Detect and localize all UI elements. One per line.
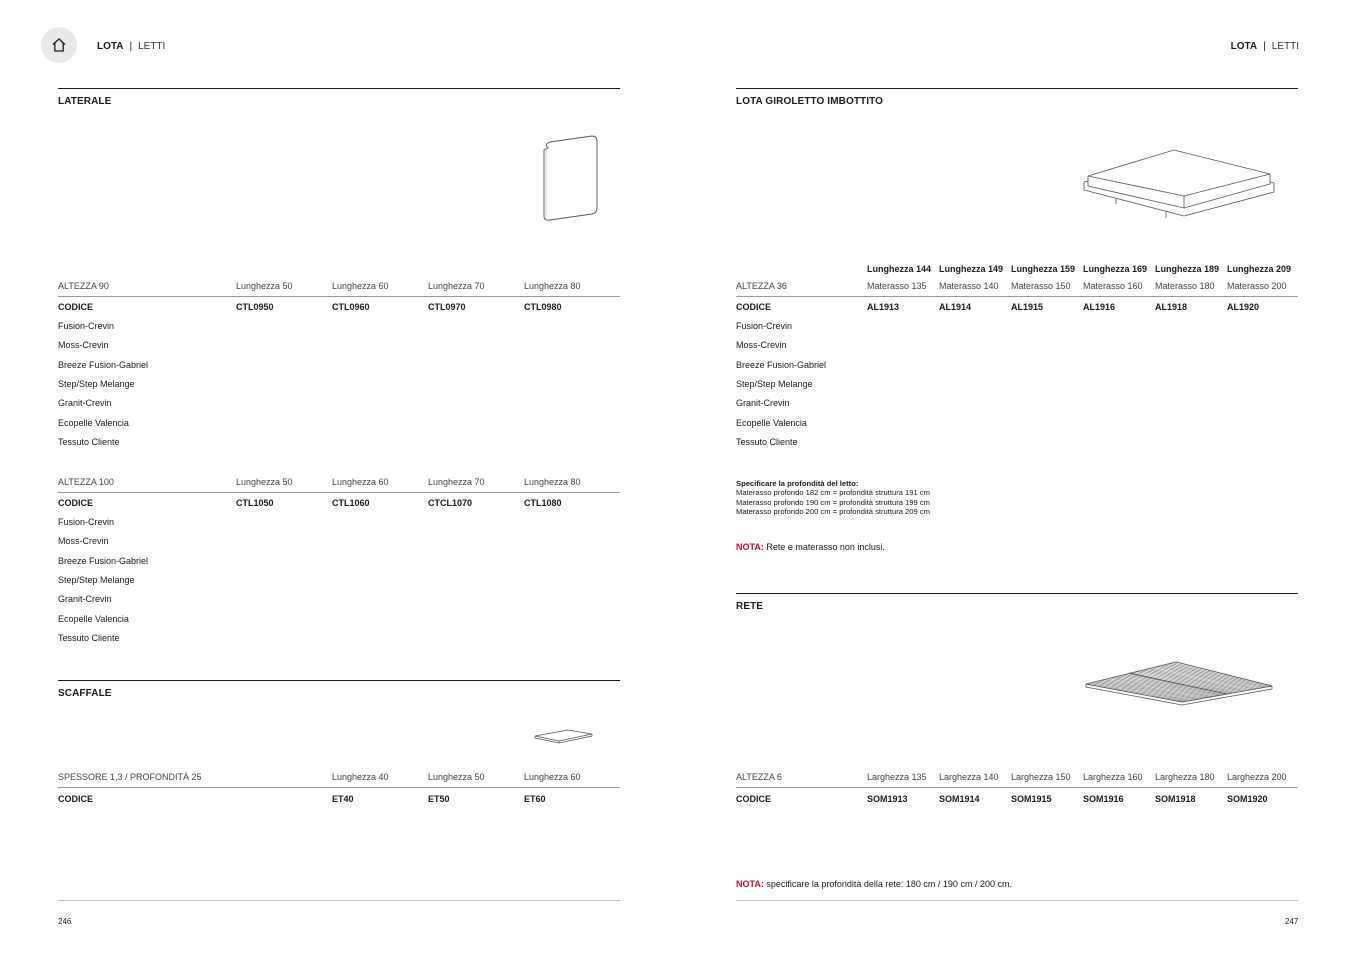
breadcrumb-brand: LOTA — [97, 41, 124, 52]
column-subheader: Materasso 200 — [1227, 281, 1287, 291]
section-title-laterale: LATERALE — [58, 96, 112, 107]
column-header: Lunghezza 60 — [332, 477, 389, 487]
column-header: Lunghezza 80 — [524, 477, 581, 487]
product-code: AL1914 — [939, 302, 972, 312]
breadcrumb-separator: | — [1263, 41, 1266, 52]
material-row: Granit-Crevin — [58, 594, 112, 605]
column-header: Larghezza 200 — [1227, 772, 1287, 782]
product-code: AL1918 — [1155, 302, 1188, 312]
slatted-base-drawing-icon — [1080, 656, 1276, 706]
spec-line: Materasso profondo 190 cm = profondità struttura 199 cm — [736, 498, 930, 507]
material-row: Ecopelle Valencia — [736, 417, 807, 428]
material-row: Fusion-Crevin — [58, 517, 115, 527]
product-code: ET60 — [524, 794, 546, 804]
code-label: CODICE — [58, 794, 94, 804]
column-header: Lunghezza 159 — [1011, 264, 1076, 274]
section-rule — [58, 680, 620, 681]
column-header: Lunghezza 50 — [428, 772, 485, 782]
column-header: Lunghezza 60 — [332, 281, 389, 291]
product-code: CTL1080 — [524, 498, 562, 508]
material-row: Breeze Fusion-Gabriel — [58, 359, 149, 370]
material-row: Fusion-Crevin — [736, 321, 793, 331]
material-row: Step/Step Melange — [58, 574, 135, 585]
product-code: CTCL1070 — [428, 498, 473, 508]
spec-title: Specificare la profondità del letto: — [736, 479, 859, 488]
section-rule — [736, 593, 1298, 594]
material-row: Breeze Fusion-Gabriel — [58, 555, 149, 566]
code-label: CODICE — [58, 498, 94, 508]
table-height-label: ALTEZZA 100 — [58, 477, 114, 487]
code-label: CODICE — [736, 794, 772, 804]
product-code: SOM1918 — [1155, 794, 1196, 804]
material-row: Ecopelle Valencia — [58, 613, 129, 624]
material-row: Breeze Fusion-Gabriel — [736, 359, 827, 370]
breadcrumb-right — [1231, 41, 1299, 52]
footer-rule — [736, 900, 1298, 901]
product-code: CTL0950 — [236, 302, 274, 312]
column-header: Lunghezza 50 — [236, 281, 293, 291]
product-code: ET40 — [332, 794, 354, 804]
material-row: Step/Step Melange — [58, 378, 135, 389]
column-subheader: Materasso 160 — [1083, 281, 1143, 291]
spec-line: Materasso profondo 200 cm = profondità struttura 209 cm — [736, 507, 930, 516]
table-rule — [736, 296, 1298, 297]
column-header: Lunghezza 70 — [428, 281, 485, 291]
product-code: SOM1920 — [1227, 794, 1268, 804]
column-header: Larghezza 180 — [1155, 772, 1215, 782]
material-row: Moss-Crevin — [736, 340, 787, 351]
section-title-scaffale: SCAFFALE — [58, 688, 112, 699]
product-code: CTL0970 — [428, 302, 466, 312]
material-row: Fusion-Crevin — [58, 321, 115, 331]
home-icon — [51, 37, 67, 53]
column-header: Lunghezza 80 — [524, 281, 581, 291]
section-rule — [736, 88, 1298, 89]
rete-label: ALTEZZA 6 — [736, 772, 782, 782]
panel-drawing-icon — [540, 134, 600, 224]
column-header: Lunghezza 209 — [1227, 264, 1292, 274]
table-rule — [58, 296, 620, 297]
column-header: Lunghezza 40 — [332, 772, 389, 782]
column-header: Larghezza 135 — [867, 772, 927, 782]
section-title-giroletto: LOTA GIROLETTO IMBOTTITO — [736, 96, 884, 107]
product-code: ET50 — [428, 794, 450, 804]
column-subheader: Materasso 180 — [1155, 281, 1215, 291]
material-row: Tessuto Cliente — [58, 436, 120, 447]
nota-label: NOTA: — [736, 542, 764, 552]
material-row: Granit-Crevin — [736, 398, 790, 409]
table-rule — [58, 787, 620, 788]
nota-text: Rete e materasso non inclusi. — [763, 542, 885, 552]
column-header: Lunghezza 50 — [236, 477, 293, 487]
product-code: CTL1060 — [332, 498, 370, 508]
nota-giroletto — [736, 542, 885, 552]
home-button[interactable] — [41, 27, 77, 63]
product-code: SOM1915 — [1011, 794, 1052, 804]
table-rule — [736, 787, 1298, 788]
column-header: Larghezza 150 — [1011, 772, 1071, 782]
product-code: AL1915 — [1011, 302, 1044, 312]
product-code: AL1913 — [867, 302, 900, 312]
bed-frame-drawing-icon — [1080, 146, 1276, 226]
column-header: Lunghezza 60 — [524, 772, 581, 782]
column-header: Lunghezza 169 — [1083, 264, 1148, 274]
material-row: Granit-Crevin — [58, 398, 112, 409]
spec-line: Materasso profondo 182 cm = profondità struttura 191 cm — [736, 488, 930, 497]
code-label: CODICE — [736, 302, 772, 312]
section-rule — [58, 88, 620, 89]
code-label: CODICE — [58, 302, 94, 312]
material-row: Ecopelle Valencia — [58, 417, 129, 428]
column-subheader: Materasso 140 — [939, 281, 999, 291]
material-row: Tessuto Cliente — [736, 436, 798, 447]
column-subheader: Materasso 135 — [867, 281, 927, 291]
product-code: CTL0980 — [524, 302, 562, 312]
breadcrumb-section: LETTI — [1271, 41, 1299, 52]
table-rule — [58, 492, 620, 493]
giroletto-label: ALTEZZA 36 — [736, 281, 787, 291]
column-header: Lunghezza 189 — [1155, 264, 1220, 274]
product-code: CTL0960 — [332, 302, 370, 312]
nota-rete — [736, 879, 1012, 889]
column-header: Lunghezza 70 — [428, 477, 485, 487]
nota-label: NOTA: — [736, 879, 764, 889]
product-code: SOM1913 — [867, 794, 908, 804]
column-header: Lunghezza 149 — [939, 264, 1004, 274]
product-code: CTL1050 — [236, 498, 274, 508]
page-number-left: 246 — [58, 917, 72, 926]
scaffale-label: SPESSORE 1,3 / PROFONDITÀ 25 — [58, 772, 202, 782]
material-row: Tessuto Cliente — [58, 632, 120, 643]
breadcrumb-separator: | — [129, 41, 133, 52]
nota-text: specificare la profondità della rete: 180 cm / 190 cm / 200 cm. — [763, 879, 1012, 889]
material-row: Moss-Crevin — [58, 340, 109, 351]
column-subheader: Materasso 150 — [1011, 281, 1071, 291]
column-header: Larghezza 140 — [939, 772, 999, 782]
table-height-label: ALTEZZA 90 — [58, 281, 109, 291]
material-row: Moss-Crevin — [58, 536, 109, 547]
shelf-drawing-icon — [532, 726, 596, 748]
page-number-right: 247 — [1285, 917, 1299, 926]
material-row: Step/Step Melange — [736, 378, 813, 389]
product-code: AL1916 — [1083, 302, 1116, 312]
section-title-rete: RETE — [736, 601, 764, 612]
product-code: AL1920 — [1227, 302, 1260, 312]
breadcrumb-section: LETTI — [138, 41, 166, 52]
product-code: SOM1916 — [1083, 794, 1124, 804]
footer-rule — [58, 900, 620, 901]
breadcrumb-left — [97, 41, 165, 52]
breadcrumb-brand: LOTA — [1230, 41, 1258, 52]
product-code: SOM1914 — [939, 794, 980, 804]
column-header: Lunghezza 144 — [867, 264, 932, 274]
column-header: Larghezza 160 — [1083, 772, 1143, 782]
